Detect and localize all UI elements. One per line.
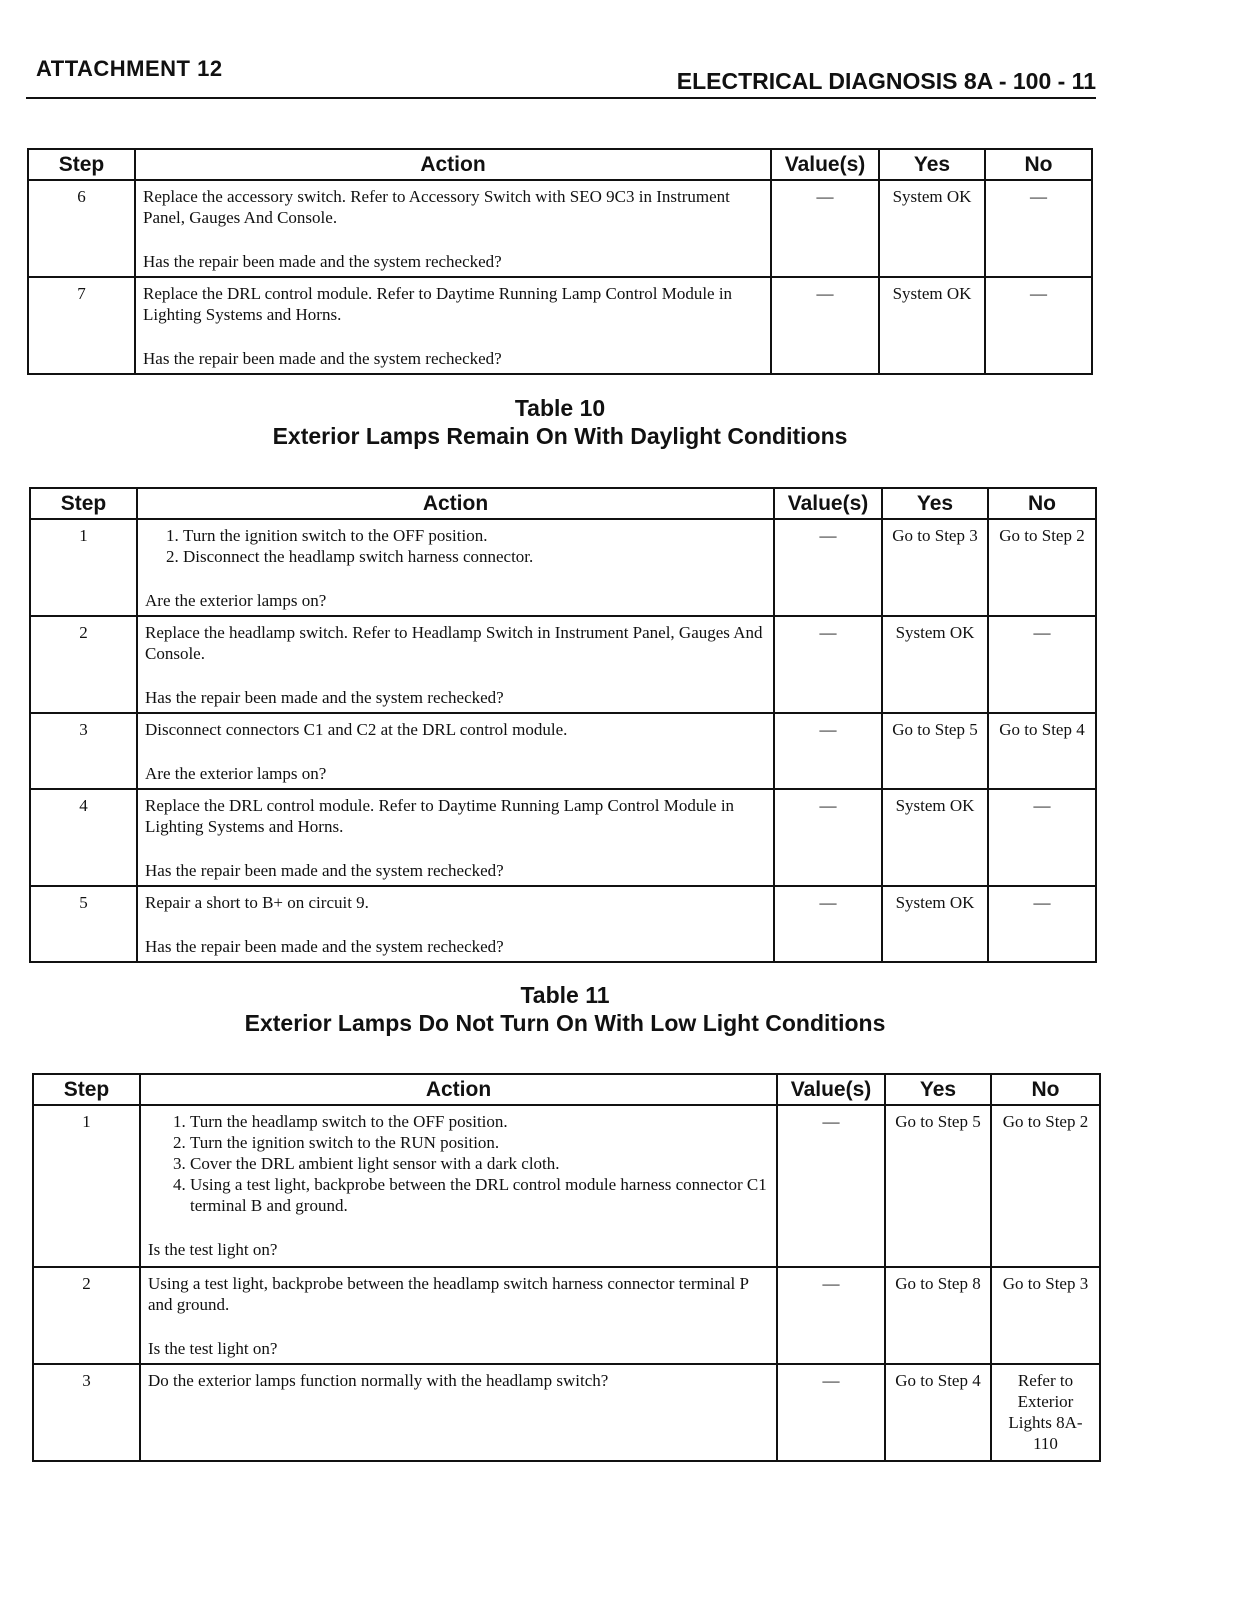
section-header: ELECTRICAL DIAGNOSIS 8A - 100 - 11: [676, 68, 1096, 94]
value-cell: —: [777, 1267, 885, 1364]
value-cell: —: [777, 1364, 885, 1461]
action-question: Has the repair been made and the system rechecked?: [143, 349, 502, 368]
table-11-heading: [0, 981, 1130, 1037]
yes-cell: Go to Step 5: [885, 1105, 991, 1267]
action-question: Is the test light on?: [148, 1240, 278, 1259]
action-cell: [135, 277, 771, 374]
table-row: [28, 180, 1092, 277]
no-cell: —: [985, 277, 1092, 374]
col-step-header: Step: [30, 488, 137, 519]
action-text: Replace the DRL control module. Refer to Daytime Running Lamp Control Module in Lighting Systems and Horns.: [143, 284, 733, 324]
action-question: Has the repair been made and the system rechecked?: [145, 688, 504, 707]
table-10: [29, 487, 1097, 963]
value-cell: —: [777, 1105, 885, 1267]
table-row: [33, 1364, 1100, 1461]
step-cell: 6: [28, 180, 135, 277]
value-cell: —: [771, 180, 879, 277]
action-cell: [140, 1364, 777, 1461]
step-cell: 1: [33, 1105, 140, 1267]
action-question: Are the exterior lamps on?: [145, 591, 327, 610]
step-cell: 3: [33, 1364, 140, 1461]
table-row: [30, 713, 1096, 789]
action-cell: [140, 1105, 777, 1267]
step-cell: 4: [30, 789, 137, 886]
step-cell: 2: [30, 616, 137, 713]
action-cell: [140, 1267, 777, 1364]
action-cell: [137, 713, 774, 789]
col-yes-header: Yes: [882, 488, 988, 519]
yes-cell: Go to Step 5: [882, 713, 988, 789]
table-header-row: [28, 149, 1092, 180]
no-cell: —: [988, 789, 1096, 886]
procedure-list: [145, 525, 767, 567]
no-cell: —: [988, 616, 1096, 713]
col-no-header: No: [991, 1074, 1100, 1105]
step-cell: 1: [30, 519, 137, 616]
action-text: Disconnect connectors C1 and C2 at the DRL control module.: [145, 720, 568, 739]
col-no-header: No: [985, 149, 1092, 180]
col-no-header: No: [988, 488, 1096, 519]
value-cell: —: [774, 789, 882, 886]
action-text: Do the exterior lamps function normally with the headlamp switch?: [148, 1371, 609, 1390]
col-action-header: Action: [140, 1074, 777, 1105]
table-header-row: [30, 488, 1096, 519]
action-cell: [137, 519, 774, 616]
procedure-step: 1. Turn the headlamp switch to the OFF position.: [190, 1111, 770, 1132]
col-values-header: Value(s): [771, 149, 879, 180]
action-text: Repair a short to B+ on circuit 9.: [145, 893, 369, 912]
table-row: [30, 789, 1096, 886]
procedure-step: 3. Cover the DRL ambient light sensor with a dark cloth.: [190, 1153, 770, 1174]
table-11-title: Exterior Lamps Do Not Turn On With Low Light Conditions: [244, 1010, 886, 1036]
col-values-header: Value(s): [774, 488, 882, 519]
action-text: Using a test light, backprobe between the headlamp switch harness connector terminal P and ground.: [148, 1274, 749, 1314]
action-question: Has the repair been made and the system rechecked?: [145, 937, 504, 956]
procedure-step: 2. Disconnect the headlamp switch harness connector.: [183, 546, 767, 567]
header-rule: [26, 97, 1096, 99]
no-cell: —: [988, 886, 1096, 962]
col-step-header: Step: [33, 1074, 140, 1105]
col-action-header: Action: [137, 488, 774, 519]
yes-cell: System OK: [882, 616, 988, 713]
no-cell: —: [985, 180, 1092, 277]
table-10-number: Table 10: [514, 395, 606, 421]
action-question: Is the test light on?: [148, 1339, 278, 1358]
attachment-label: ATTACHMENT 12: [36, 56, 223, 81]
procedure-step: 2. Turn the ignition switch to the RUN position.: [190, 1132, 770, 1153]
no-cell: Go to Step 4: [988, 713, 1096, 789]
table-row: [28, 277, 1092, 374]
action-cell: [137, 616, 774, 713]
value-cell: —: [774, 519, 882, 616]
value-cell: —: [774, 886, 882, 962]
procedure-step: 1. Turn the ignition switch to the OFF position.: [183, 525, 767, 546]
procedure-step: 4. Using a test light, backprobe between the DRL control module harness connector C1 terminal B and ground.: [190, 1174, 770, 1216]
value-cell: —: [774, 713, 882, 789]
action-question: Are the exterior lamps on?: [145, 764, 327, 783]
col-yes-header: Yes: [879, 149, 985, 180]
col-yes-header: Yes: [885, 1074, 991, 1105]
table-row: [30, 519, 1096, 616]
table-row: [30, 886, 1096, 962]
action-text: Replace the accessory switch. Refer to Accessory Switch with SEO 9C3 in Instrument Panel, Gauges And Console.: [143, 187, 730, 227]
step-cell: 7: [28, 277, 135, 374]
action-cell: [135, 180, 771, 277]
no-cell: Go to Step 3: [991, 1267, 1100, 1364]
yes-cell: System OK: [882, 789, 988, 886]
step-cell: 3: [30, 713, 137, 789]
continued-table: [27, 148, 1093, 375]
yes-cell: Go to Step 3: [882, 519, 988, 616]
step-cell: 2: [33, 1267, 140, 1364]
no-cell: Go to Step 2: [991, 1105, 1100, 1267]
action-cell: [137, 886, 774, 962]
table-row: [33, 1267, 1100, 1364]
value-cell: —: [774, 616, 882, 713]
table-11-number: Table 11: [520, 982, 610, 1008]
action-cell: [137, 789, 774, 886]
yes-cell: System OK: [882, 886, 988, 962]
action-text: Replace the DRL control module. Refer to Daytime Running Lamp Control Module in Lighting Systems and Horns.: [145, 796, 735, 836]
action-text: Replace the headlamp switch. Refer to Headlamp Switch in Instrument Panel, Gauges And Console.: [145, 623, 763, 663]
no-cell: Refer to Exterior Lights 8A-110: [991, 1364, 1100, 1461]
yes-cell: Go to Step 4: [885, 1364, 991, 1461]
table-11: [32, 1073, 1101, 1462]
yes-cell: System OK: [879, 180, 985, 277]
action-question: Has the repair been made and the system rechecked?: [143, 252, 502, 271]
table-10-heading: [0, 394, 1120, 450]
step-cell: 5: [30, 886, 137, 962]
no-cell: Go to Step 2: [988, 519, 1096, 616]
table-header-row: [33, 1074, 1100, 1105]
table-row: [30, 616, 1096, 713]
yes-cell: System OK: [879, 277, 985, 374]
yes-cell: Go to Step 8: [885, 1267, 991, 1364]
table-10-title: Exterior Lamps Remain On With Daylight Conditions: [272, 423, 848, 449]
col-action-header: Action: [135, 149, 771, 180]
action-question: Has the repair been made and the system rechecked?: [145, 861, 504, 880]
col-values-header: Value(s): [777, 1074, 885, 1105]
procedure-list: [148, 1111, 770, 1216]
col-step-header: Step: [28, 149, 135, 180]
table-row: [33, 1105, 1100, 1267]
value-cell: —: [771, 277, 879, 374]
